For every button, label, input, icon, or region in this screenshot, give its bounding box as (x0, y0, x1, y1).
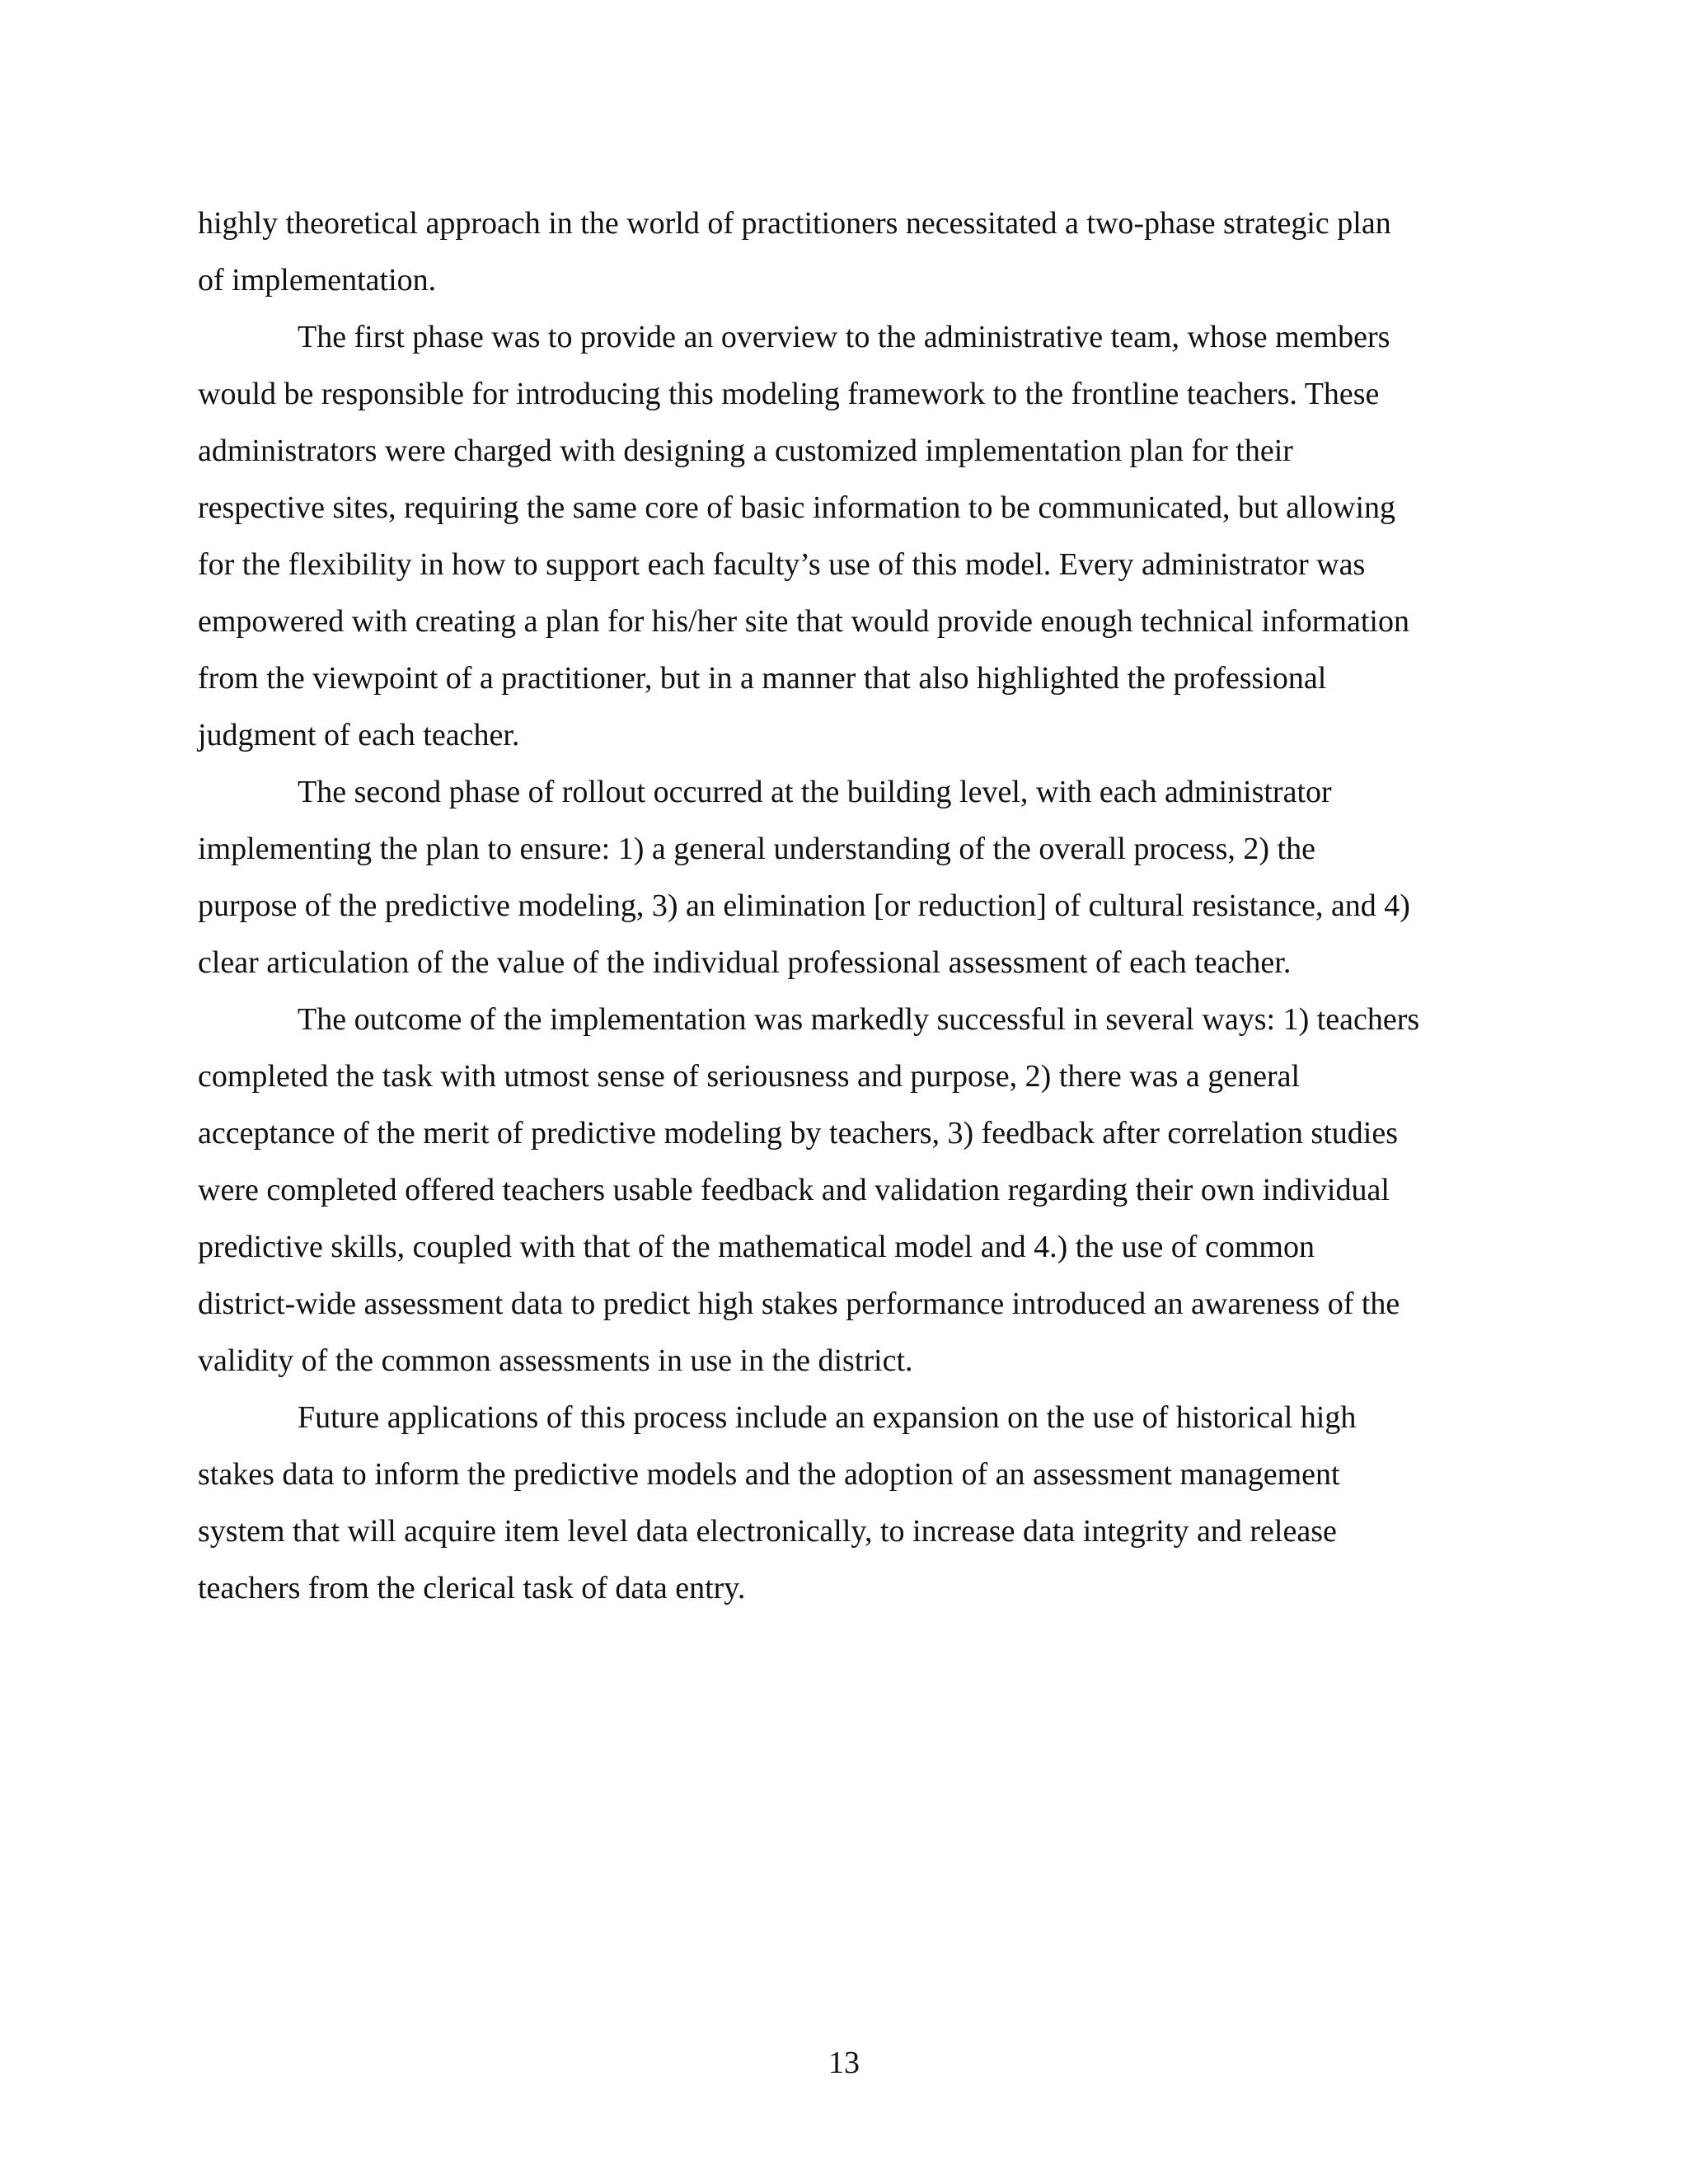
text-line: respective sites, requiring the same core of basic information to be communicated, but allowing (198, 490, 1396, 525)
text-line: for the flexibility in how to support each faculty’s use of this model. Every administrator was (198, 547, 1366, 582)
page-number: 13 (828, 2046, 860, 2080)
text-line: system that will acquire item level data electronically, to increase data integrity and release (198, 1514, 1337, 1549)
paragraph-future-applications (198, 1390, 1492, 1617)
paragraph-first-phase (198, 309, 1492, 764)
text-line: district-wide assessment data to predict high stakes performance introduced an awareness of the (198, 1286, 1400, 1321)
text-line: acceptance of the merit of predictive modeling by teachers, 3) feedback after correlation studies (198, 1116, 1398, 1151)
text-line: stakes data to inform the predictive models and the adoption of an assessment management (198, 1457, 1340, 1492)
text-line: The outcome of the implementation was markedly successful in several ways: 1) teachers (298, 1002, 1420, 1037)
text-line: The first phase was to provide an overview to the administrative team, whose members (298, 320, 1390, 354)
text-line: clear articulation of the value of the individual professional assessment of each teacher. (198, 945, 1292, 980)
text-line: The second phase of rollout occurred at the building level, with each administrator (298, 775, 1332, 809)
text-line: were completed offered teachers usable feedback and validation regarding their own individual (198, 1173, 1390, 1207)
text-line: purpose of the predictive modeling, 3) an elimination [or reduction] of cultural resistance, and 4) (198, 888, 1410, 923)
text-line: validity of the common assessments in use in the district. (198, 1343, 913, 1378)
text-line: predictive skills, coupled with that of the mathematical model and 4.) the use of common (198, 1230, 1315, 1264)
text-line: administrators were charged with designing a customized implementation plan for their (198, 434, 1293, 468)
paragraph-second-phase (198, 764, 1492, 991)
paragraph-continuation (198, 195, 1492, 309)
paragraph-outcome (198, 991, 1492, 1390)
body-text (198, 195, 1492, 1617)
text-line: empowered with creating a plan for his/her site that would provide enough technical information (198, 604, 1409, 639)
text-line: highly theoretical approach in the world of practitioners necessitated a two-phase strategic plan (198, 206, 1391, 241)
text-line: judgment of each teacher. (198, 718, 520, 752)
text-line: teachers from the clerical task of data entry. (198, 1571, 746, 1605)
text-line: Future applications of this process include an expansion on the use of historical high (298, 1400, 1357, 1435)
text-line: of implementation. (198, 263, 437, 298)
text-line: implementing the plan to ensure: 1) a general understanding of the overall process, 2) the (198, 832, 1315, 866)
text-line: would be responsible for introducing this modeling framework to the frontline teachers. These (198, 377, 1380, 411)
text-line: from the viewpoint of a practitioner, but in a manner that also highlighted the professional (198, 661, 1327, 696)
text-line: completed the task with utmost sense of seriousness and purpose, 2) there was a general (198, 1059, 1301, 1094)
